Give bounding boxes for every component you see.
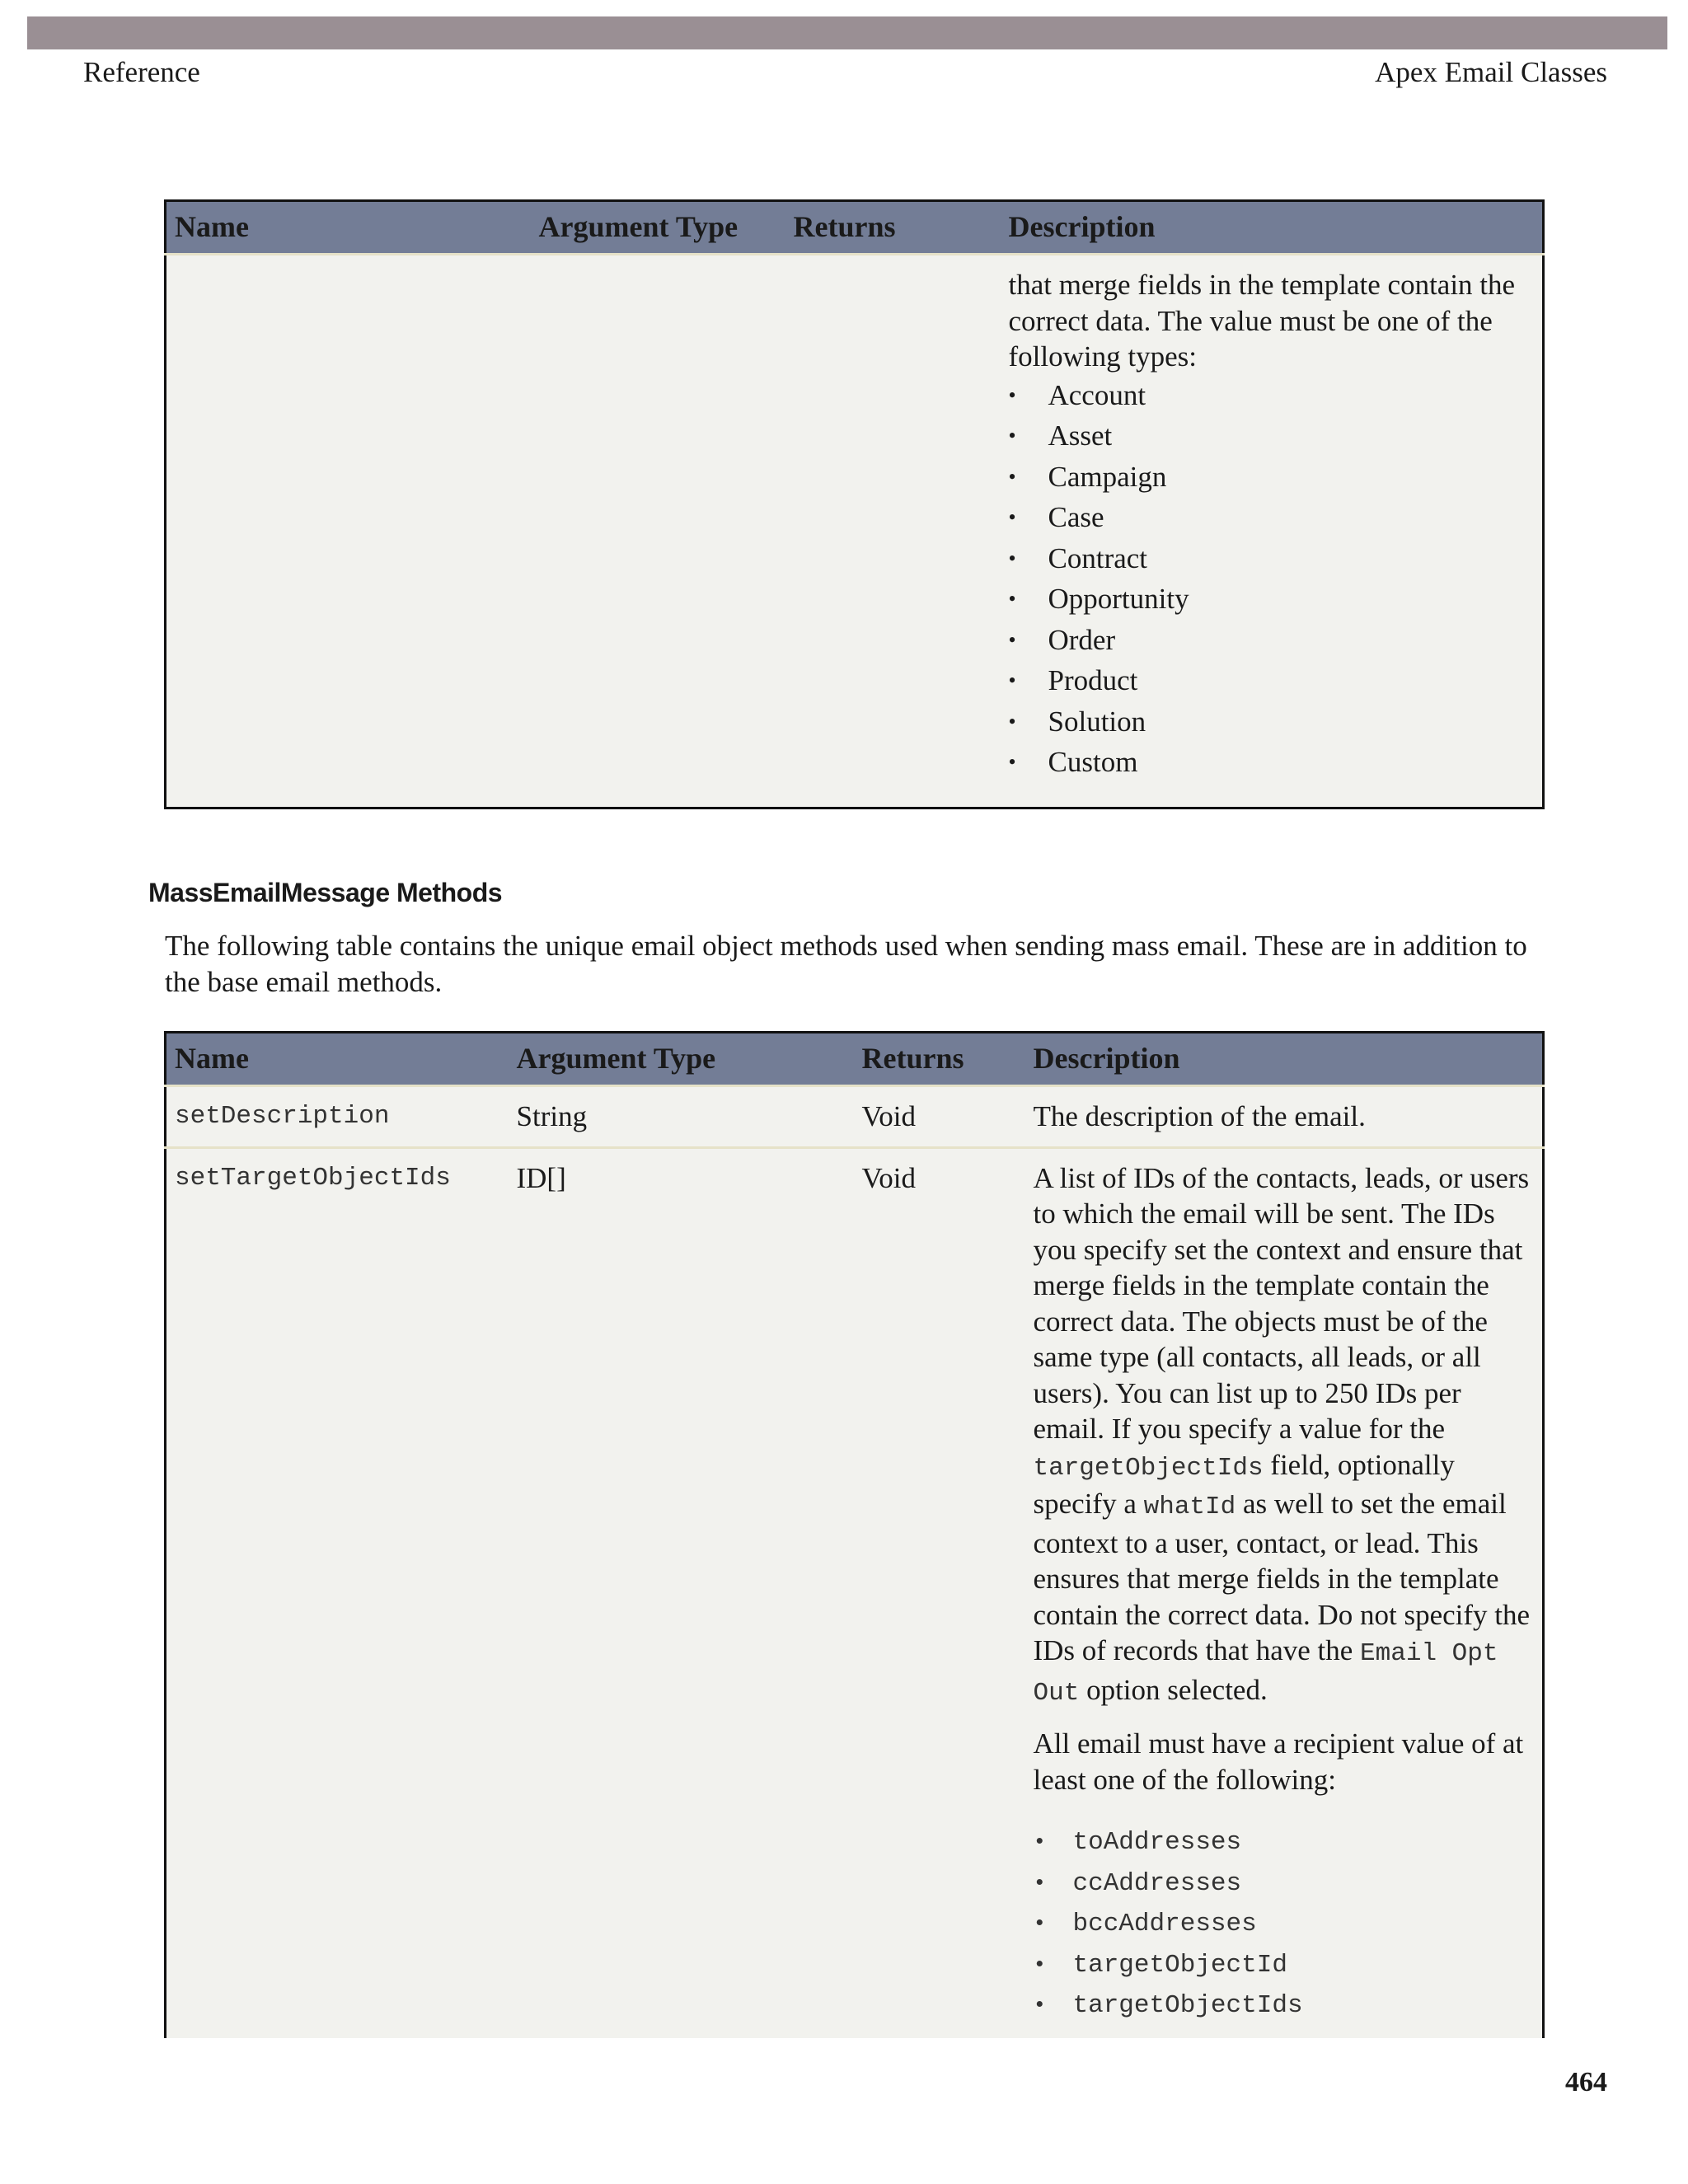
list-item: • Asset	[1009, 415, 1535, 457]
recipient-field-list	[1034, 1822, 1535, 2027]
column-header-description: Description	[1001, 201, 1544, 255]
name-cell	[166, 255, 531, 808]
returns-cell: Void	[854, 1086, 1025, 1148]
argument-type-cell: ID[]	[516, 1161, 566, 1194]
list-item: • targetObjectId	[1034, 1945, 1535, 1986]
description-text: field, optionally specify a	[1033, 1448, 1455, 1520]
table-row	[166, 1147, 1544, 2038]
list-item: • ccAddresses	[1034, 1863, 1535, 1905]
inline-code: whatId	[1143, 1493, 1236, 1521]
column-header-returns: Returns	[785, 201, 1001, 255]
list-item: • Solution	[1009, 701, 1535, 743]
header-bar	[27, 16, 1667, 49]
returns-cell: Void	[861, 1161, 916, 1194]
column-header-description: Description	[1025, 1033, 1544, 1086]
page-number: 464	[1565, 2067, 1607, 2097]
description-text: that merge fields in the template contain the correct data. The value must be one of the following types:	[1008, 269, 1516, 373]
header-section-label: Reference	[83, 56, 200, 88]
table-header-row	[166, 1033, 1544, 1086]
list-item: • Campaign	[1009, 457, 1535, 498]
argument-type-cell	[531, 255, 785, 808]
argument-type-cell: String	[509, 1086, 854, 1148]
column-header-name: Name	[166, 201, 531, 255]
list-item: • Contract	[1009, 538, 1535, 579]
column-header-returns: Returns	[854, 1033, 1025, 1086]
description-text: as well to set the email context to a user, contact, or lead. This ensures that merge fields in the template contain the correct data. Do not specify the IDs of records that have the	[1033, 1488, 1531, 1666]
column-header-argument-type: Argument Type	[509, 1033, 854, 1086]
table-row	[166, 1086, 1544, 1148]
header-chapter-title: Apex Email Classes	[1375, 56, 1607, 88]
description-cell	[1025, 1147, 1544, 2038]
description-paragraph	[1034, 1160, 1535, 1712]
continued-methods-table	[164, 199, 1545, 809]
list-item: • Order	[1009, 620, 1535, 661]
mass-email-methods-table	[164, 1031, 1545, 2038]
description-text: A list of IDs of the contacts, leads, or users to which the email will be sent. The IDs you specify set the context and ensure that merge fields in the template contain the correct data. The objects must be of the same type (all contacts, all leads, or all users). You can list up to 250 IDs per email. If you specify a value for the	[1033, 1161, 1530, 1445]
list-item: • Product	[1009, 660, 1535, 701]
column-header-name: Name	[166, 1033, 509, 1086]
table-row	[166, 255, 1544, 808]
inline-code: Email Opt Out	[1033, 1639, 1498, 1708]
description-cell: The description of the email.	[1025, 1086, 1544, 1148]
section-heading: MassEmailMessage Methods	[148, 878, 503, 907]
list-item: • Case	[1009, 497, 1535, 538]
list-item: • Custom	[1009, 742, 1535, 783]
list-item: • Account	[1009, 375, 1535, 416]
list-item: • targetObjectIds	[1034, 1985, 1535, 2027]
description-text: option selected.	[1079, 1673, 1268, 1706]
method-name-cell: setDescription	[166, 1086, 509, 1148]
description-paragraph: All email must have a recipient value of at least one of the following:	[1033, 1727, 1524, 1796]
returns-cell	[785, 255, 1001, 808]
method-name-cell: setTargetObjectIds	[175, 1163, 451, 1193]
section-intro-paragraph: The following table contains the unique email object methods used when sending mass email. These are in addition to the base email methods.	[165, 930, 1527, 998]
inline-code: targetObjectIds	[1033, 1453, 1264, 1483]
description-cell	[1001, 255, 1544, 808]
list-item: • bccAddresses	[1034, 1904, 1535, 1945]
object-type-list	[1009, 375, 1535, 783]
list-item: • Opportunity	[1009, 579, 1535, 620]
column-header-argument-type: Argument Type	[531, 201, 785, 255]
table-header-row	[166, 201, 1544, 255]
list-item: • toAddresses	[1034, 1822, 1535, 1863]
